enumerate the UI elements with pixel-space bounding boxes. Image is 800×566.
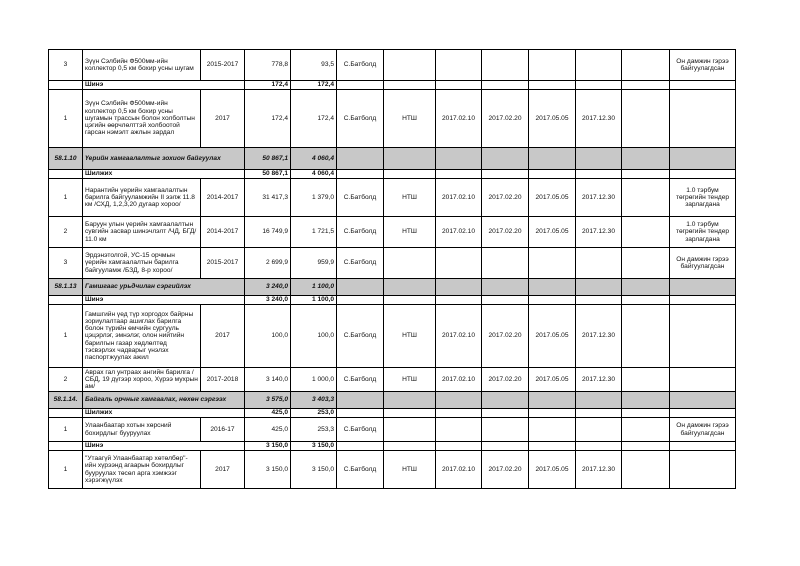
empty-cell (482, 409, 529, 418)
empty-cell (337, 296, 384, 305)
date-2: 2017.02.20 (482, 368, 529, 392)
empty-cell (576, 296, 622, 305)
empty-cell (337, 148, 384, 170)
subtotal-row (49, 81, 736, 90)
empty-cell (622, 392, 670, 409)
year-amount: 959,9 (291, 248, 337, 279)
year-amount: 100,0 (291, 305, 337, 368)
empty-cell (576, 442, 622, 451)
date-2 (482, 248, 529, 279)
section-row (49, 392, 736, 409)
empty-cell (670, 170, 736, 179)
empty-cell (622, 279, 670, 296)
empty-cell (622, 248, 670, 279)
table-row (49, 217, 736, 248)
empty-cell (384, 81, 436, 90)
year-amount: 93,5 (291, 50, 337, 81)
date-4: 2017.12.30 (576, 305, 622, 368)
subtotal-label: Шинэ (83, 81, 245, 90)
responsible-person: С.Батболд (337, 451, 384, 489)
empty-cell (482, 392, 529, 409)
table-row (49, 179, 736, 217)
empty-cell (622, 170, 670, 179)
date-4: 2017.12.30 (576, 368, 622, 392)
subtotal-row (49, 296, 736, 305)
empty-cell (622, 409, 670, 418)
project-name: Улаанбаатар хотын хөрсний бохирдлыг бууруулах (83, 418, 201, 442)
table-row (49, 305, 736, 368)
project-name: Баруун улын үерийн хамгаалалтын сувгийн засвар шинэчлэлт /ЧД, БГД/ 11.0 км (83, 217, 201, 248)
procurement-type: НТШ (384, 368, 436, 392)
note: 1.0 тэрбум төгрөгийн тендер зарлагдана (670, 179, 736, 217)
date-2: 2017.02.20 (482, 217, 529, 248)
year-amount: 1 000,0 (291, 368, 337, 392)
empty-cell (576, 392, 622, 409)
empty-cell (670, 148, 736, 170)
total-cost: 425,0 (245, 418, 291, 442)
empty-cell (436, 409, 482, 418)
date-4 (576, 418, 622, 442)
responsible-person: С.Батболд (337, 418, 384, 442)
responsible-person: С.Батболд (337, 50, 384, 81)
year-amount: 3 150,0 (291, 451, 337, 489)
empty-cell (670, 409, 736, 418)
table-row (49, 248, 736, 279)
procurement-type: НТШ (384, 305, 436, 368)
responsible-person: С.Батболд (337, 90, 384, 148)
total-cost: 778,8 (245, 50, 291, 81)
procurement-type: НТШ (384, 90, 436, 148)
empty-cell (49, 296, 83, 305)
empty-cell (670, 296, 736, 305)
procurement-type (384, 248, 436, 279)
date-2 (482, 50, 529, 81)
subtotal-label: Шинэ (83, 296, 245, 305)
empty-cell (436, 392, 482, 409)
row-number: 3 (49, 50, 83, 81)
subtotal-amount: 4 060,4 (291, 170, 337, 179)
empty-cell (529, 392, 576, 409)
section-total: 3 575,0 (245, 392, 291, 409)
empty-cell (622, 418, 670, 442)
section-title: Гамшгаас урьдчилан сэргийлэх (83, 279, 245, 296)
date-2: 2017.02.20 (482, 90, 529, 148)
empty-cell (622, 50, 670, 81)
row-number: 2 (49, 368, 83, 392)
project-years: 2014-2017 (201, 217, 245, 248)
empty-cell (576, 170, 622, 179)
empty-cell (482, 170, 529, 179)
section-total: 50 867,1 (245, 148, 291, 170)
section-title: Байгаль орчныг хамгаалах, нөхөн сэргээх (83, 392, 245, 409)
empty-cell (622, 305, 670, 368)
note (670, 90, 736, 148)
empty-cell (384, 296, 436, 305)
date-3: 2017.05.05 (529, 217, 576, 248)
empty-cell (670, 442, 736, 451)
note: Он дамжин гэрээ байгуулагдсан (670, 418, 736, 442)
empty-cell (337, 170, 384, 179)
empty-cell (576, 81, 622, 90)
section-number: 58.1.13 (49, 279, 83, 296)
date-2 (482, 418, 529, 442)
date-4: 2017.12.30 (576, 217, 622, 248)
section-amount: 4 060,4 (291, 148, 337, 170)
empty-cell (337, 279, 384, 296)
table-row (49, 368, 736, 392)
date-4 (576, 50, 622, 81)
row-number: 1 (49, 179, 83, 217)
note: Он дамжин гэрээ байгуулагдсан (670, 248, 736, 279)
row-number: 2 (49, 217, 83, 248)
total-cost: 100,0 (245, 305, 291, 368)
procurement-type (384, 418, 436, 442)
empty-cell (384, 442, 436, 451)
responsible-person: С.Батболд (337, 217, 384, 248)
subtotal-label: Шилжих (83, 170, 245, 179)
section-amount: 1 100,0 (291, 279, 337, 296)
subtotal-label: Шилжих (83, 409, 245, 418)
date-1: 2017.02.10 (436, 451, 482, 489)
empty-cell (436, 279, 482, 296)
empty-cell (384, 279, 436, 296)
subtotal-total: 3 150,0 (245, 442, 291, 451)
empty-cell (482, 279, 529, 296)
subtotal-total: 425,0 (245, 409, 291, 418)
date-3 (529, 50, 576, 81)
date-3: 2017.05.05 (529, 179, 576, 217)
empty-cell (337, 81, 384, 90)
project-name: "Утаагүй Улаанбаатар хөтөлбөр"-ийн хүрээнд агаарын бохирдлыг бууруулах төсөл арга хэмжээг хэрэгжүүлэх (83, 451, 201, 489)
project-name: Нарантийн үерийн хамгаалалтын барилга байгууламжийн II ээлж 11.8 км /СХД, 1,2,3,20 дугаар хороо/ (83, 179, 201, 217)
total-cost: 3 140,0 (245, 368, 291, 392)
responsible-person: С.Батболд (337, 179, 384, 217)
procurement-type: НТШ (384, 217, 436, 248)
empty-cell (384, 170, 436, 179)
project-name: Аврах гал унтраах ангийн барилга /СБД, 19 дүгээр хороо, Хүрээ мухрын ам/ (83, 368, 201, 392)
date-2: 2017.02.20 (482, 305, 529, 368)
subtotal-amount: 253,0 (291, 409, 337, 418)
empty-cell (670, 279, 736, 296)
total-cost: 3 150,0 (245, 451, 291, 489)
empty-cell (384, 409, 436, 418)
row-number: 1 (49, 305, 83, 368)
date-4: 2017.12.30 (576, 451, 622, 489)
empty-cell (436, 148, 482, 170)
date-1 (436, 418, 482, 442)
table-row (49, 418, 736, 442)
subtotal-amount: 1 100,0 (291, 296, 337, 305)
procurement-type (384, 50, 436, 81)
total-cost: 172,4 (245, 90, 291, 148)
date-1: 2017.02.10 (436, 217, 482, 248)
empty-cell (436, 296, 482, 305)
empty-cell (622, 368, 670, 392)
date-4 (576, 248, 622, 279)
section-number: 58.1.14. (49, 392, 83, 409)
empty-cell (49, 409, 83, 418)
date-1: 2017.02.10 (436, 179, 482, 217)
project-name: Гамшгийн үед түр хоргодох байрны зориулалтаар ашиглах барилга болон түрийн өмчийн сургууль цэцэрлэг, эмнэлэг, олон нийтийн барилгын газар хөдлөлтөд тэсвэрлэх чадварыг үнэлэх паспортжуулах ажил (83, 305, 201, 368)
project-years: 2017 (201, 305, 245, 368)
subtotal-amount: 3 150,0 (291, 442, 337, 451)
empty-cell (622, 90, 670, 148)
date-1: 2017.02.10 (436, 90, 482, 148)
empty-cell (622, 217, 670, 248)
empty-cell (436, 442, 482, 451)
section-amount: 3 403,3 (291, 392, 337, 409)
empty-cell (529, 170, 576, 179)
subtotal-row (49, 170, 736, 179)
empty-cell (337, 392, 384, 409)
empty-cell (436, 81, 482, 90)
year-amount: 1 721,5 (291, 217, 337, 248)
empty-cell (337, 409, 384, 418)
responsible-person: С.Батболд (337, 368, 384, 392)
empty-cell (482, 81, 529, 90)
table-row (49, 90, 736, 148)
empty-cell (576, 148, 622, 170)
subtotal-row (49, 442, 736, 451)
subtotal-amount: 172,4 (291, 81, 337, 90)
year-amount: 1 379,0 (291, 179, 337, 217)
project-name: Эрдэнэтолгой, УС-15 орчмын үерийн хамгаалалтын барилга байгууламж /БЗД, 8-р хороо/ (83, 248, 201, 279)
project-years: 2015-2017 (201, 50, 245, 81)
table-row (49, 451, 736, 489)
project-years: 2017 (201, 90, 245, 148)
date-3: 2017.05.05 (529, 90, 576, 148)
empty-cell (670, 81, 736, 90)
table-row (49, 50, 736, 81)
empty-cell (482, 148, 529, 170)
empty-cell (49, 81, 83, 90)
project-years: 2016-17 (201, 418, 245, 442)
empty-cell (622, 442, 670, 451)
total-cost: 2 699,9 (245, 248, 291, 279)
row-number: 1 (49, 90, 83, 148)
empty-cell (49, 170, 83, 179)
project-name: Зүүн Сэлбийн Ф500мм-ийн коллектор 0,5 км бохир усны шугам (83, 50, 201, 81)
date-4: 2017.12.30 (576, 179, 622, 217)
total-cost: 16 749,9 (245, 217, 291, 248)
empty-cell (529, 409, 576, 418)
empty-cell (529, 81, 576, 90)
note: Он дамжин гэрээ байгуулагдсан (670, 50, 736, 81)
date-3: 2017.05.05 (529, 305, 576, 368)
note (670, 305, 736, 368)
empty-cell (622, 148, 670, 170)
subtotal-total: 172,4 (245, 81, 291, 90)
empty-cell (622, 451, 670, 489)
date-1 (436, 248, 482, 279)
date-1: 2017.02.10 (436, 368, 482, 392)
empty-cell (576, 279, 622, 296)
date-3: 2017.05.05 (529, 368, 576, 392)
year-amount: 253,3 (291, 418, 337, 442)
empty-cell (436, 170, 482, 179)
note (670, 451, 736, 489)
note (670, 368, 736, 392)
empty-cell (670, 392, 736, 409)
section-title: Үерийн хамгаалалтыг зохион байгуулах (83, 148, 245, 170)
empty-cell (529, 296, 576, 305)
row-number: 1 (49, 451, 83, 489)
row-number: 1 (49, 418, 83, 442)
empty-cell (49, 442, 83, 451)
procurement-type: НТШ (384, 179, 436, 217)
empty-cell (384, 392, 436, 409)
project-years: 2017 (201, 451, 245, 489)
note: 1.0 тэрбум төгрөгийн тендер зарлагдана (670, 217, 736, 248)
subtotal-total: 3 240,0 (245, 296, 291, 305)
budget-plan-table (48, 49, 736, 489)
empty-cell (529, 148, 576, 170)
empty-cell (482, 296, 529, 305)
date-2: 2017.02.20 (482, 179, 529, 217)
procurement-type: НТШ (384, 451, 436, 489)
project-name: Зүүн Сэлбийн Ф500мм-ийн коллектор 0,5 км бохир усны шугамын трассын болон холболтын цэгийн өөрчлөлттэй холбоотой гарсан нэмэлт ажлын зардал (83, 90, 201, 148)
total-cost: 31 417,3 (245, 179, 291, 217)
empty-cell (622, 296, 670, 305)
date-3 (529, 418, 576, 442)
section-row (49, 148, 736, 170)
date-2: 2017.02.20 (482, 451, 529, 489)
section-row (49, 279, 736, 296)
responsible-person: С.Батболд (337, 248, 384, 279)
project-years: 2014-2017 (201, 179, 245, 217)
section-total: 3 240,0 (245, 279, 291, 296)
empty-cell (529, 442, 576, 451)
year-amount: 172,4 (291, 90, 337, 148)
subtotal-total: 50 867,1 (245, 170, 291, 179)
subtotal-row (49, 409, 736, 418)
section-number: 58.1.10 (49, 148, 83, 170)
responsible-person: С.Батболд (337, 305, 384, 368)
date-4: 2017.12.30 (576, 90, 622, 148)
project-years: 2015-2017 (201, 248, 245, 279)
subtotal-label: Шинэ (83, 442, 245, 451)
empty-cell (576, 409, 622, 418)
date-3 (529, 248, 576, 279)
date-1: 2017.02.10 (436, 305, 482, 368)
empty-cell (529, 279, 576, 296)
empty-cell (384, 148, 436, 170)
empty-cell (622, 179, 670, 217)
empty-cell (622, 81, 670, 90)
date-3: 2017.05.05 (529, 451, 576, 489)
row-number: 3 (49, 248, 83, 279)
date-1 (436, 50, 482, 81)
empty-cell (337, 442, 384, 451)
empty-cell (482, 442, 529, 451)
project-years: 2017-2018 (201, 368, 245, 392)
